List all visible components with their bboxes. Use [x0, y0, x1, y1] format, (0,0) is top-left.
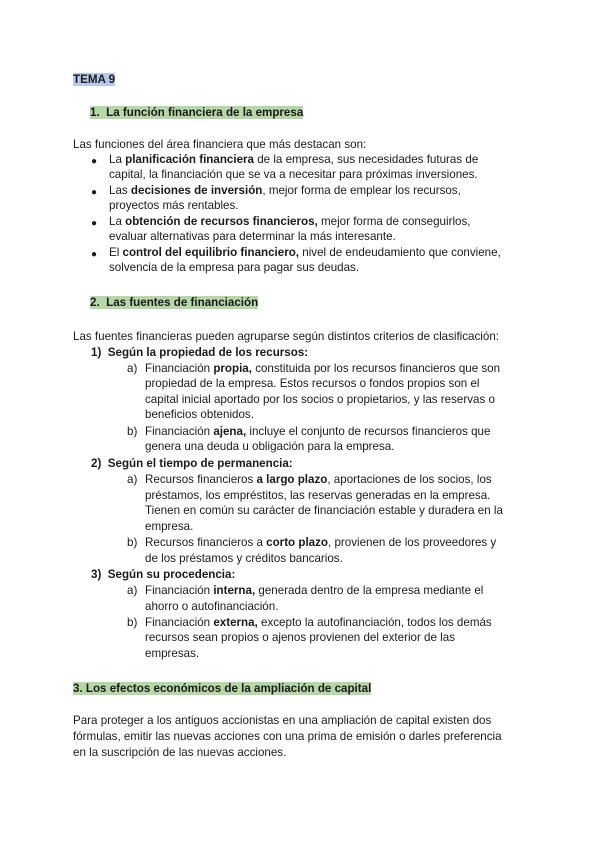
section-1-heading: [90, 105, 303, 120]
criterion-2-item-a: Recursos financieros a largo plazo, aportaciones de los socios, los: [145, 473, 492, 486]
criterion-3-heading: 3) Según su procedencia:: [91, 568, 236, 581]
bullet-dot-icon: ●: [91, 156, 98, 167]
bullet-item-planificacion: La planificación financiera de la empresa, sus necesidades futuras de: [109, 153, 479, 166]
section-1-number: 1.: [90, 106, 100, 119]
section-3-paragraph-line2: fórmulas, emitir las nuevas acciones con una prima de emisión o darles preferencia: [73, 730, 502, 743]
bullet-item-obtencion: La obtención de recursos financieros, mejor forma de conseguirlos,: [109, 215, 471, 228]
criterion-2-item-b-line2: de los préstamos y créditos bancarios.: [145, 552, 343, 565]
bullet-dot-icon: ●: [91, 218, 98, 229]
criterion-1-item-b: Financiación ajena, incluye el conjunto de recursos financieros que: [145, 425, 491, 438]
list-marker: a): [127, 473, 138, 486]
criterion-1-item-a-line2: propiedad de la empresa. Estos recursos o fondos propios son el: [145, 377, 480, 390]
criterion-3-item-b-line3: empresas.: [145, 647, 200, 660]
criterion-2-item-a-line2: préstamos, los empréstitos, las reservas generadas en la empresa.: [145, 489, 491, 502]
criterion-3-item-a-line2: ahorro o autofinanciación.: [145, 600, 279, 613]
title-text: TEMA 9: [73, 73, 116, 86]
section-3-paragraph-line1: Para proteger a los antiguos accionistas en una ampliación de capital existen dos: [73, 714, 492, 727]
bullet-dot-icon: ●: [91, 187, 98, 198]
section-2-intro: Las fuentes financieras pueden agruparse según distintos criterios de clasificación:: [73, 330, 499, 343]
section-3-title: 3. Los efectos económicos de la ampliación de capital: [73, 682, 372, 695]
section-2-heading: [90, 295, 258, 310]
criterion-1-item-a: Financiación propia, constituida por los recursos financieros que son: [145, 362, 501, 375]
list-marker: b): [127, 616, 138, 629]
bullet-item-planificacion-line2: capital, la financiación que se va a necesitar para próximas inversiones.: [109, 168, 478, 181]
section-1-title: La función financiera de la empresa: [106, 106, 304, 119]
criterion-3-item-b-line2: recursos sean propios o ajenos provienen del exterior de las: [145, 631, 455, 644]
section-2-number: 2.: [90, 296, 100, 309]
bullet-item-decisiones: Las decisiones de inversión, mejor forma de emplear los recursos,: [109, 184, 461, 197]
criterion-1-heading: 1) Según la propiedad de los recursos:: [91, 346, 309, 359]
page-title: [73, 72, 115, 87]
list-marker: b): [127, 536, 138, 549]
bullet-item-control-line2: solvencia de la empresa para pagar sus deudas.: [109, 261, 360, 274]
list-marker: a): [127, 584, 138, 597]
criterion-2-heading: 2) Según el tiempo de permanencia:: [91, 457, 293, 470]
criterion-2-item-a-line4: empresa.: [145, 520, 194, 533]
criterion-1-item-a-line3: capital inicial aportado por los socios o propietarios, y las reservas o: [145, 393, 495, 406]
criterion-1-item-b-line2: genera una deuda u obligación para la empresa.: [145, 440, 395, 453]
bullet-item-control: El control del equilibrio financiero, nivel de endeudamiento que conviene,: [109, 246, 501, 259]
criterion-2-item-b: Recursos financieros a corto plazo, provienen de los proveedores y: [145, 536, 497, 549]
criterion-3-item-a: Financiación interna, generada dentro de la empresa mediante el: [145, 584, 484, 597]
list-marker: a): [127, 362, 138, 375]
bullet-item-decisiones-line2: proyectos más rentables.: [109, 199, 239, 212]
bullet-item-obtencion-line2: evaluar alternativas para determinar la más interesante.: [109, 230, 396, 243]
section-1-intro: Las funciones del área financiera que más destacan son:: [73, 138, 367, 151]
criterion-1-item-a-line4: beneficios obtenidos.: [145, 408, 254, 421]
section-2-title: Las fuentes de financiación: [106, 296, 259, 309]
criterion-3-item-b: Financiación externa, excepto la autofinanciación, todos los demás: [145, 616, 492, 629]
section-3-heading: [73, 681, 371, 696]
criterion-2-item-a-line3: Tienen en común su carácter de financiación estable y duradera en la: [145, 504, 503, 517]
section-3-paragraph-line3: en la suscripción de las nuevas acciones.: [73, 746, 287, 759]
list-marker: b): [127, 425, 138, 438]
bullet-dot-icon: ●: [91, 249, 98, 260]
